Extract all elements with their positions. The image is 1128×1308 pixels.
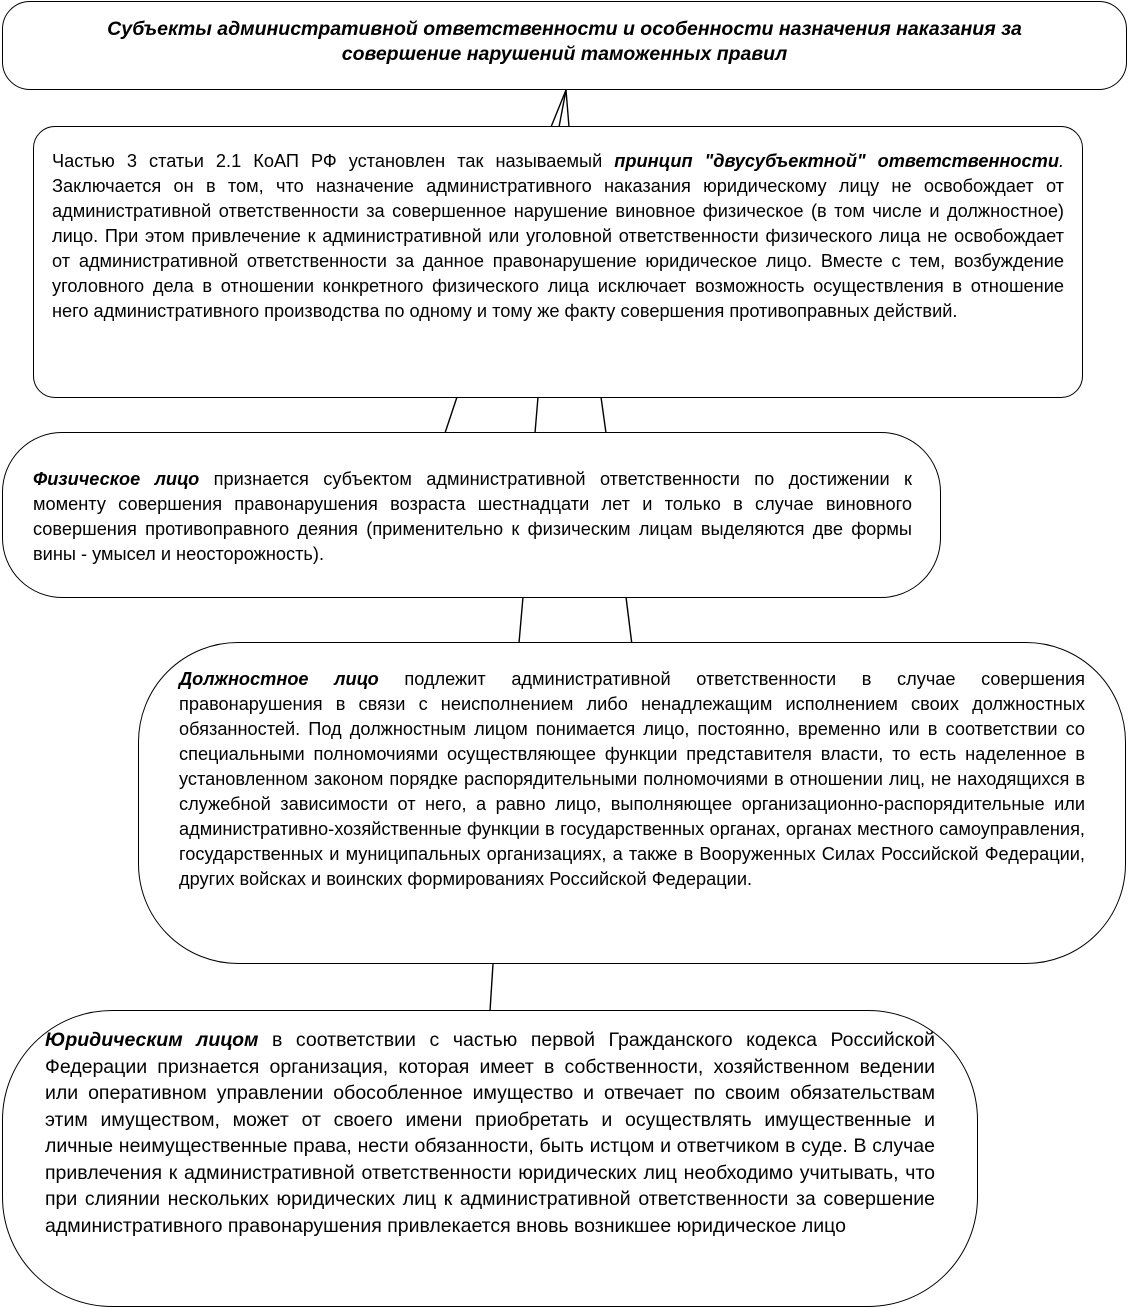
individual-term: Физическое лицо bbox=[33, 469, 200, 489]
title-box bbox=[2, 1, 1127, 90]
connector-line bbox=[559, 90, 566, 127]
legal-term: Юридическим лицом bbox=[45, 1029, 259, 1051]
individual-text bbox=[33, 467, 912, 567]
connector-line bbox=[601, 397, 606, 433]
principle-prefix: Частью 3 статьи 2.1 КоАП РФ установлен так называемый bbox=[52, 151, 615, 171]
connector-line bbox=[519, 597, 523, 643]
official-box bbox=[138, 642, 1126, 964]
legal-box bbox=[2, 1010, 978, 1307]
principle-term: принцип "двусубъектной" ответственности bbox=[614, 151, 1059, 171]
connector-line bbox=[535, 397, 538, 433]
principle-body: Заключается он в том, что назначение административного наказания юридическому лицу не освобождает от административной ответственности за совершенное нарушение виновное физическое (в том числе и должностное) лицо. При этом привлечение к административной или уголовной ответственности физического лица не освобождает от административной ответственности за данное правонарушение юридическое лицо. Вместе с тем, возбуждение уголовного дела в отношении конкретного физического лица исключает возможность осуществления в отношение него административного производства по одному и тому же факту совершения противоправных действий. bbox=[52, 176, 1064, 321]
official-text bbox=[179, 667, 1085, 892]
connector-line bbox=[566, 90, 569, 127]
principle-box bbox=[33, 126, 1083, 398]
official-term: Должностное лицо bbox=[179, 669, 379, 689]
individual-body: признается субъектом административной ответственности по достижении к моменту совершения правонарушения возраста шестнадцати лет и только в случае виновного совершения противоправного деяния (применительно к физическим лицам выделяются две формы вины - умысел и неосторожность). bbox=[33, 469, 912, 564]
official-body: подлежит административной ответственности в случае совершения правонарушения в связи с неисполнением либо ненадлежащим исполнением своих должностных обязанностей. Под должностным лицом понимается лицо, постоянно, временно или в соответствии со специальными полномочиями осуществляющее функции представителя власти, то есть наделенное в установленном законом порядке распорядительными полномочиями в отношении лиц, не находящихся в служебной зависимости от него, а равно лицо, выполняющее организационно-распорядительные или административно-хозяйственные функции в государственных органах, органах местного самоуправления, государственных и муниципальных организациях, а также в Вооруженных Силах Российской Федерации, других войсках и воинских формированиях Российской Федерации. bbox=[179, 669, 1085, 889]
connector-line bbox=[551, 90, 566, 127]
connector-line bbox=[626, 597, 632, 645]
connector-line bbox=[445, 397, 457, 433]
principle-text bbox=[52, 149, 1064, 324]
legal-body: в соответствии с частью первой Гражданского кодекса Российской Федерации признается организация, которая имеет в собственности, хозяйственном ведении или оперативном управлении обособленное имущество и отвечает по своим обязательствам этим имуществом, может от своего имени приобретать и осуществлять имущественные и личные неимущественные права, нести обязанности, быть истцом и ответчиком в суде. В случае привлечения к административной ответственности юридических лиц необходимо учитывать, что при слиянии нескольких юридических лиц к административной ответственности за совершение административного правонарушения привлекается вновь возникшее юридическое лицо bbox=[45, 1029, 935, 1237]
title-line-1: Субъекты административной ответственности и особенности назначения наказания за bbox=[107, 18, 1022, 40]
principle-term-suffix: . bbox=[1058, 151, 1064, 171]
individual-box bbox=[2, 432, 941, 598]
title-line-2: совершение нарушений таможенных правил bbox=[341, 43, 788, 65]
legal-text bbox=[45, 1027, 935, 1239]
connector-line bbox=[490, 964, 493, 1011]
